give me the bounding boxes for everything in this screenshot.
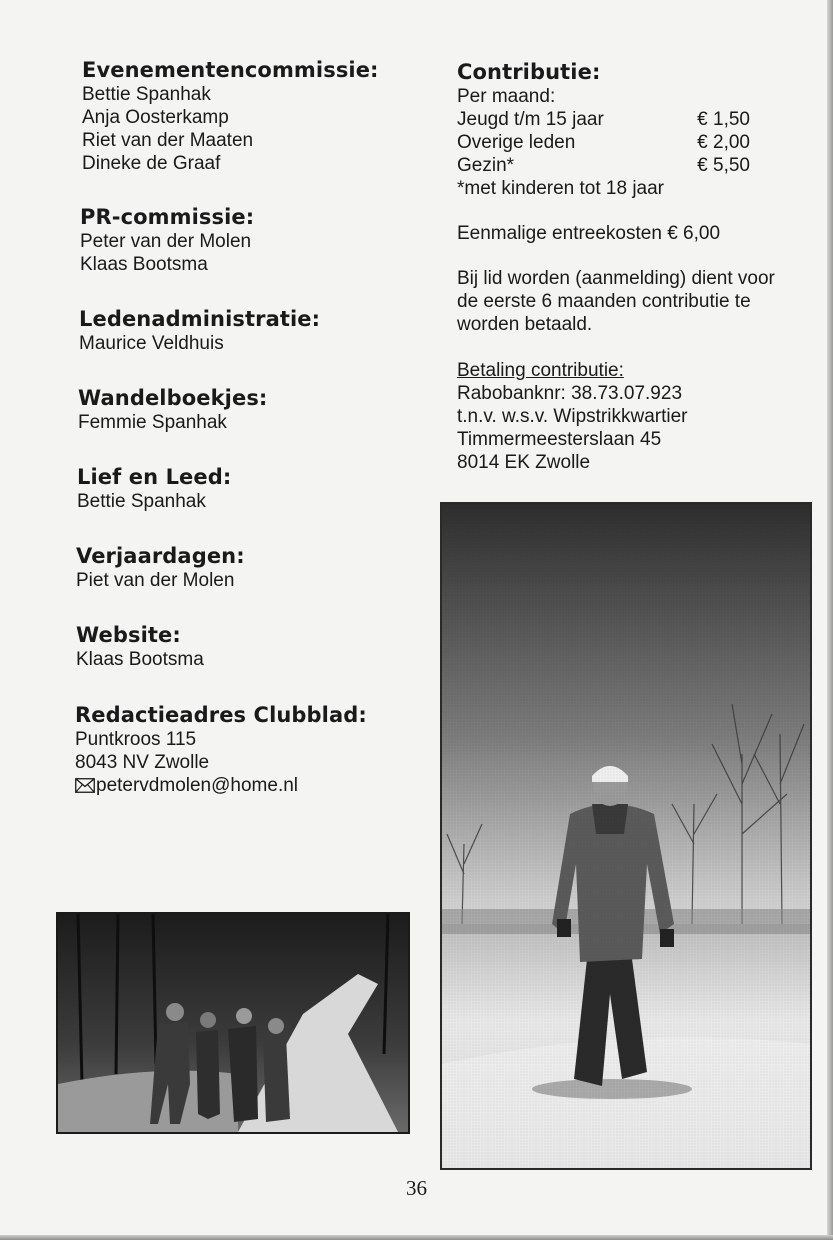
betaling-line: Rabobanknr: 38.73.07.923 bbox=[457, 383, 683, 404]
fee-row bbox=[457, 154, 750, 177]
betaling-line: 8014 EK Zwolle bbox=[457, 452, 591, 473]
email-address[interactable]: petervdmolen@home.nl bbox=[96, 775, 299, 796]
section-website bbox=[76, 622, 204, 671]
fee-amount: € 2,00 bbox=[697, 132, 750, 153]
member-name: Anja Oosterkamp bbox=[82, 107, 229, 128]
section-heading: Lief en Leed: bbox=[77, 465, 232, 489]
betaling-line: t.n.v. w.s.v. Wipstrikkwartier bbox=[457, 406, 688, 427]
email-line bbox=[75, 774, 367, 799]
aanmelding-text: worden betaald. bbox=[457, 314, 593, 335]
section-ledenadministratie bbox=[79, 306, 320, 355]
member-name: Bettie Spanhak bbox=[82, 84, 211, 105]
fee-row bbox=[457, 131, 750, 154]
section-pr-commissie bbox=[80, 204, 254, 276]
aanmelding-text: Bij lid worden (aanmelding) dient voor bbox=[457, 268, 775, 289]
section-heading: PR-commissie: bbox=[80, 205, 255, 229]
section-contributie bbox=[457, 59, 775, 474]
section-heading: Verjaardagen: bbox=[76, 544, 245, 568]
fee-row bbox=[457, 108, 750, 131]
aanmelding-text: de eerste 6 maanden contributie te bbox=[457, 291, 751, 312]
section-heading: Wandelboekjes: bbox=[78, 386, 268, 410]
fee-amount: € 1,50 bbox=[697, 109, 750, 130]
fee-label: Jeugd t/m 15 jaar bbox=[457, 109, 604, 130]
member-name: Femmie Spanhak bbox=[78, 412, 227, 433]
member-name: Piet van der Molen bbox=[76, 570, 235, 591]
member-name: Riet van der Maaten bbox=[82, 130, 254, 151]
member-name: Maurice Veldhuis bbox=[79, 333, 224, 354]
betaling-heading: Betaling contributie: bbox=[457, 360, 624, 381]
photo-group-walking bbox=[56, 912, 410, 1134]
fee-amount: € 5,50 bbox=[697, 155, 750, 176]
fee-intro: Per maand: bbox=[457, 86, 556, 107]
fee-footnote: *met kinderen tot 18 jaar bbox=[457, 178, 665, 199]
address-line: 8043 NV Zwolle bbox=[75, 752, 210, 773]
envelope-icon bbox=[75, 776, 95, 799]
section-wandelboekjes bbox=[78, 385, 267, 434]
section-heading: Redactieadres Clubblad: bbox=[75, 703, 367, 727]
member-name: Dineke de Graaf bbox=[82, 153, 221, 174]
section-lief-en-leed bbox=[77, 464, 231, 513]
section-heading: Ledenadministratie: bbox=[79, 307, 321, 331]
section-heading: Website: bbox=[76, 623, 181, 647]
section-redactieadres bbox=[75, 702, 367, 799]
photo-walker-in-snow bbox=[440, 502, 812, 1170]
section-verjaardagen bbox=[76, 543, 245, 592]
betaling-line: Timmermeesterslaan 45 bbox=[457, 429, 662, 450]
section-evenementencommissie bbox=[82, 57, 379, 175]
page-edge-bottom bbox=[0, 1235, 833, 1240]
address-line: Puntkroos 115 bbox=[75, 729, 197, 750]
fee-label: Overige leden bbox=[457, 132, 576, 153]
section-heading: Contributie: bbox=[457, 60, 601, 84]
section-heading: Evenementencommissie: bbox=[82, 58, 379, 82]
member-name: Klaas Bootsma bbox=[76, 649, 204, 670]
fee-label: Gezin* bbox=[457, 155, 515, 176]
entree-fee: Eenmalige entreekosten € 6,00 bbox=[457, 223, 721, 244]
member-name: Bettie Spanhak bbox=[77, 491, 206, 512]
page-number: 36 bbox=[406, 1176, 427, 1200]
member-name: Peter van der Molen bbox=[80, 231, 252, 252]
page-edge bbox=[827, 0, 833, 1240]
member-name: Klaas Bootsma bbox=[80, 254, 208, 275]
